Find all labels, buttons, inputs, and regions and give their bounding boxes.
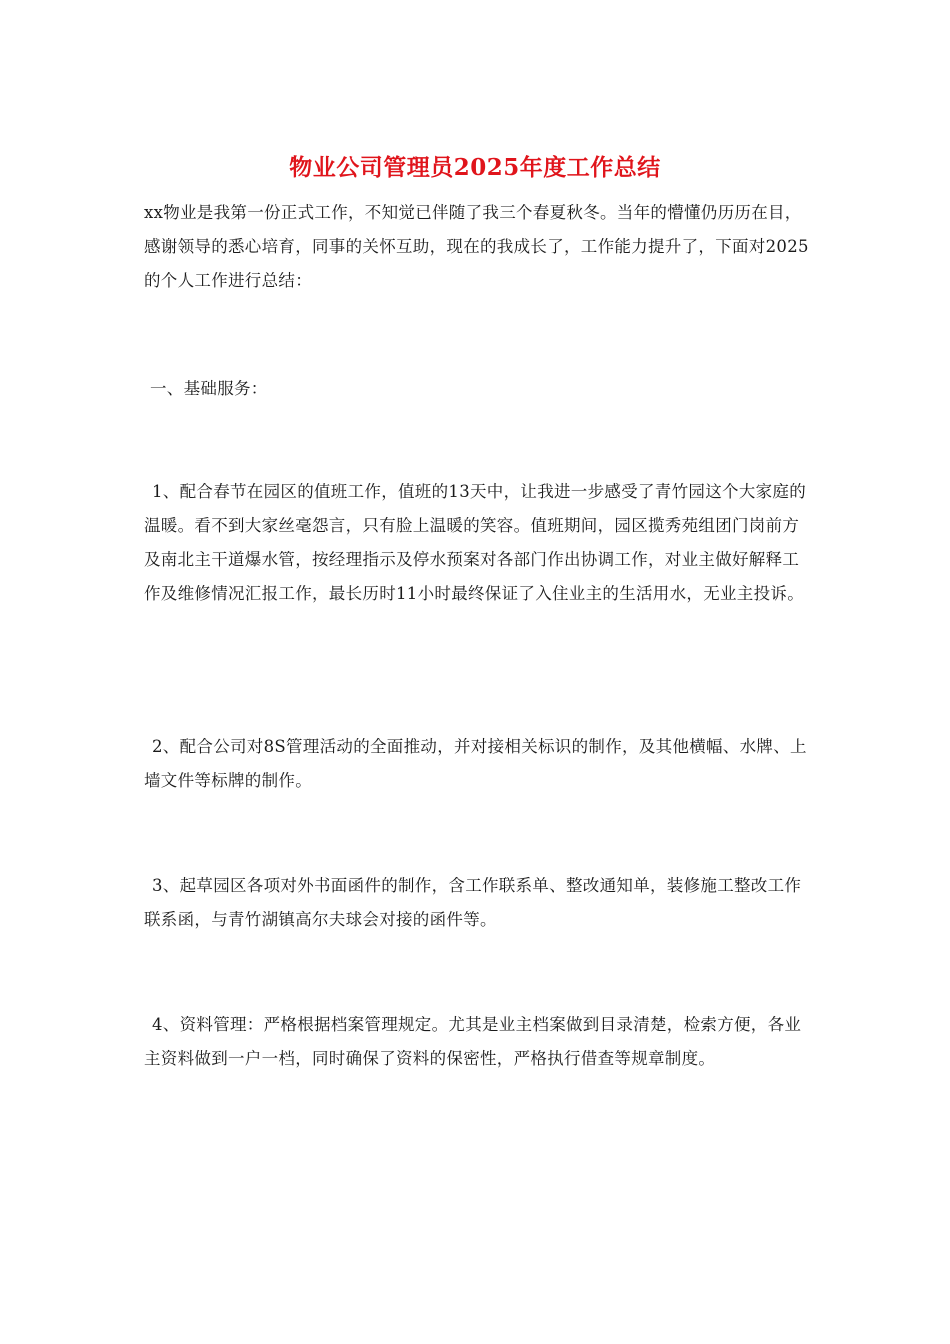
section-heading: 一、基础服务： — [150, 379, 268, 398]
list-item-4: 4、资料管理：严格根据档案管理规定。尤其是业主档案做到目录清楚，检索方便，各业主资料做到一户一档，同时确保了资料的保密性，严格执行借查等规章制度。 — [144, 1015, 802, 1068]
list-item-2: 2、配合公司对8S管理活动的全面推动，并对接相关标识的制作，及其他横幅、水牌、上墙文件等标牌的制作。 — [144, 737, 807, 790]
list-item-1: 1、配合春节在园区的值班工作，值班的13天中，让我进一步感受了青竹园这个大家庭的温暖。看不到大家丝毫怨言，只有脸上温暖的笑容。值班期间，园区揽秀苑组团门岗前方及南北主干道爆水管，按经理指示及停水预案对各部门作出协调工作，对业主做好解释工作及维修情况汇报工作，最长历时11小时最终保证了入住业主的生活用水，无业主投诉。 — [144, 482, 806, 603]
list-item-3: 3、起草园区各项对外书面函件的制作，含工作联系单、整改通知单，装修施工整改工作联系函，与青竹湖镇高尔夫球会对接的函件等。 — [144, 876, 802, 929]
document-title: 物业公司管理员2025年度工作总结 — [289, 154, 661, 181]
intro-paragraph: xx物业是我第一份正式工作，不知觉已伴随了我三个春夏秋冬。当年的懵懂仍历历在目，感谢领导的悉心培育，同事的关怀互助，现在的我成长了，工作能力提升了，下面对2025的个人工作进行总结： — [144, 203, 809, 290]
